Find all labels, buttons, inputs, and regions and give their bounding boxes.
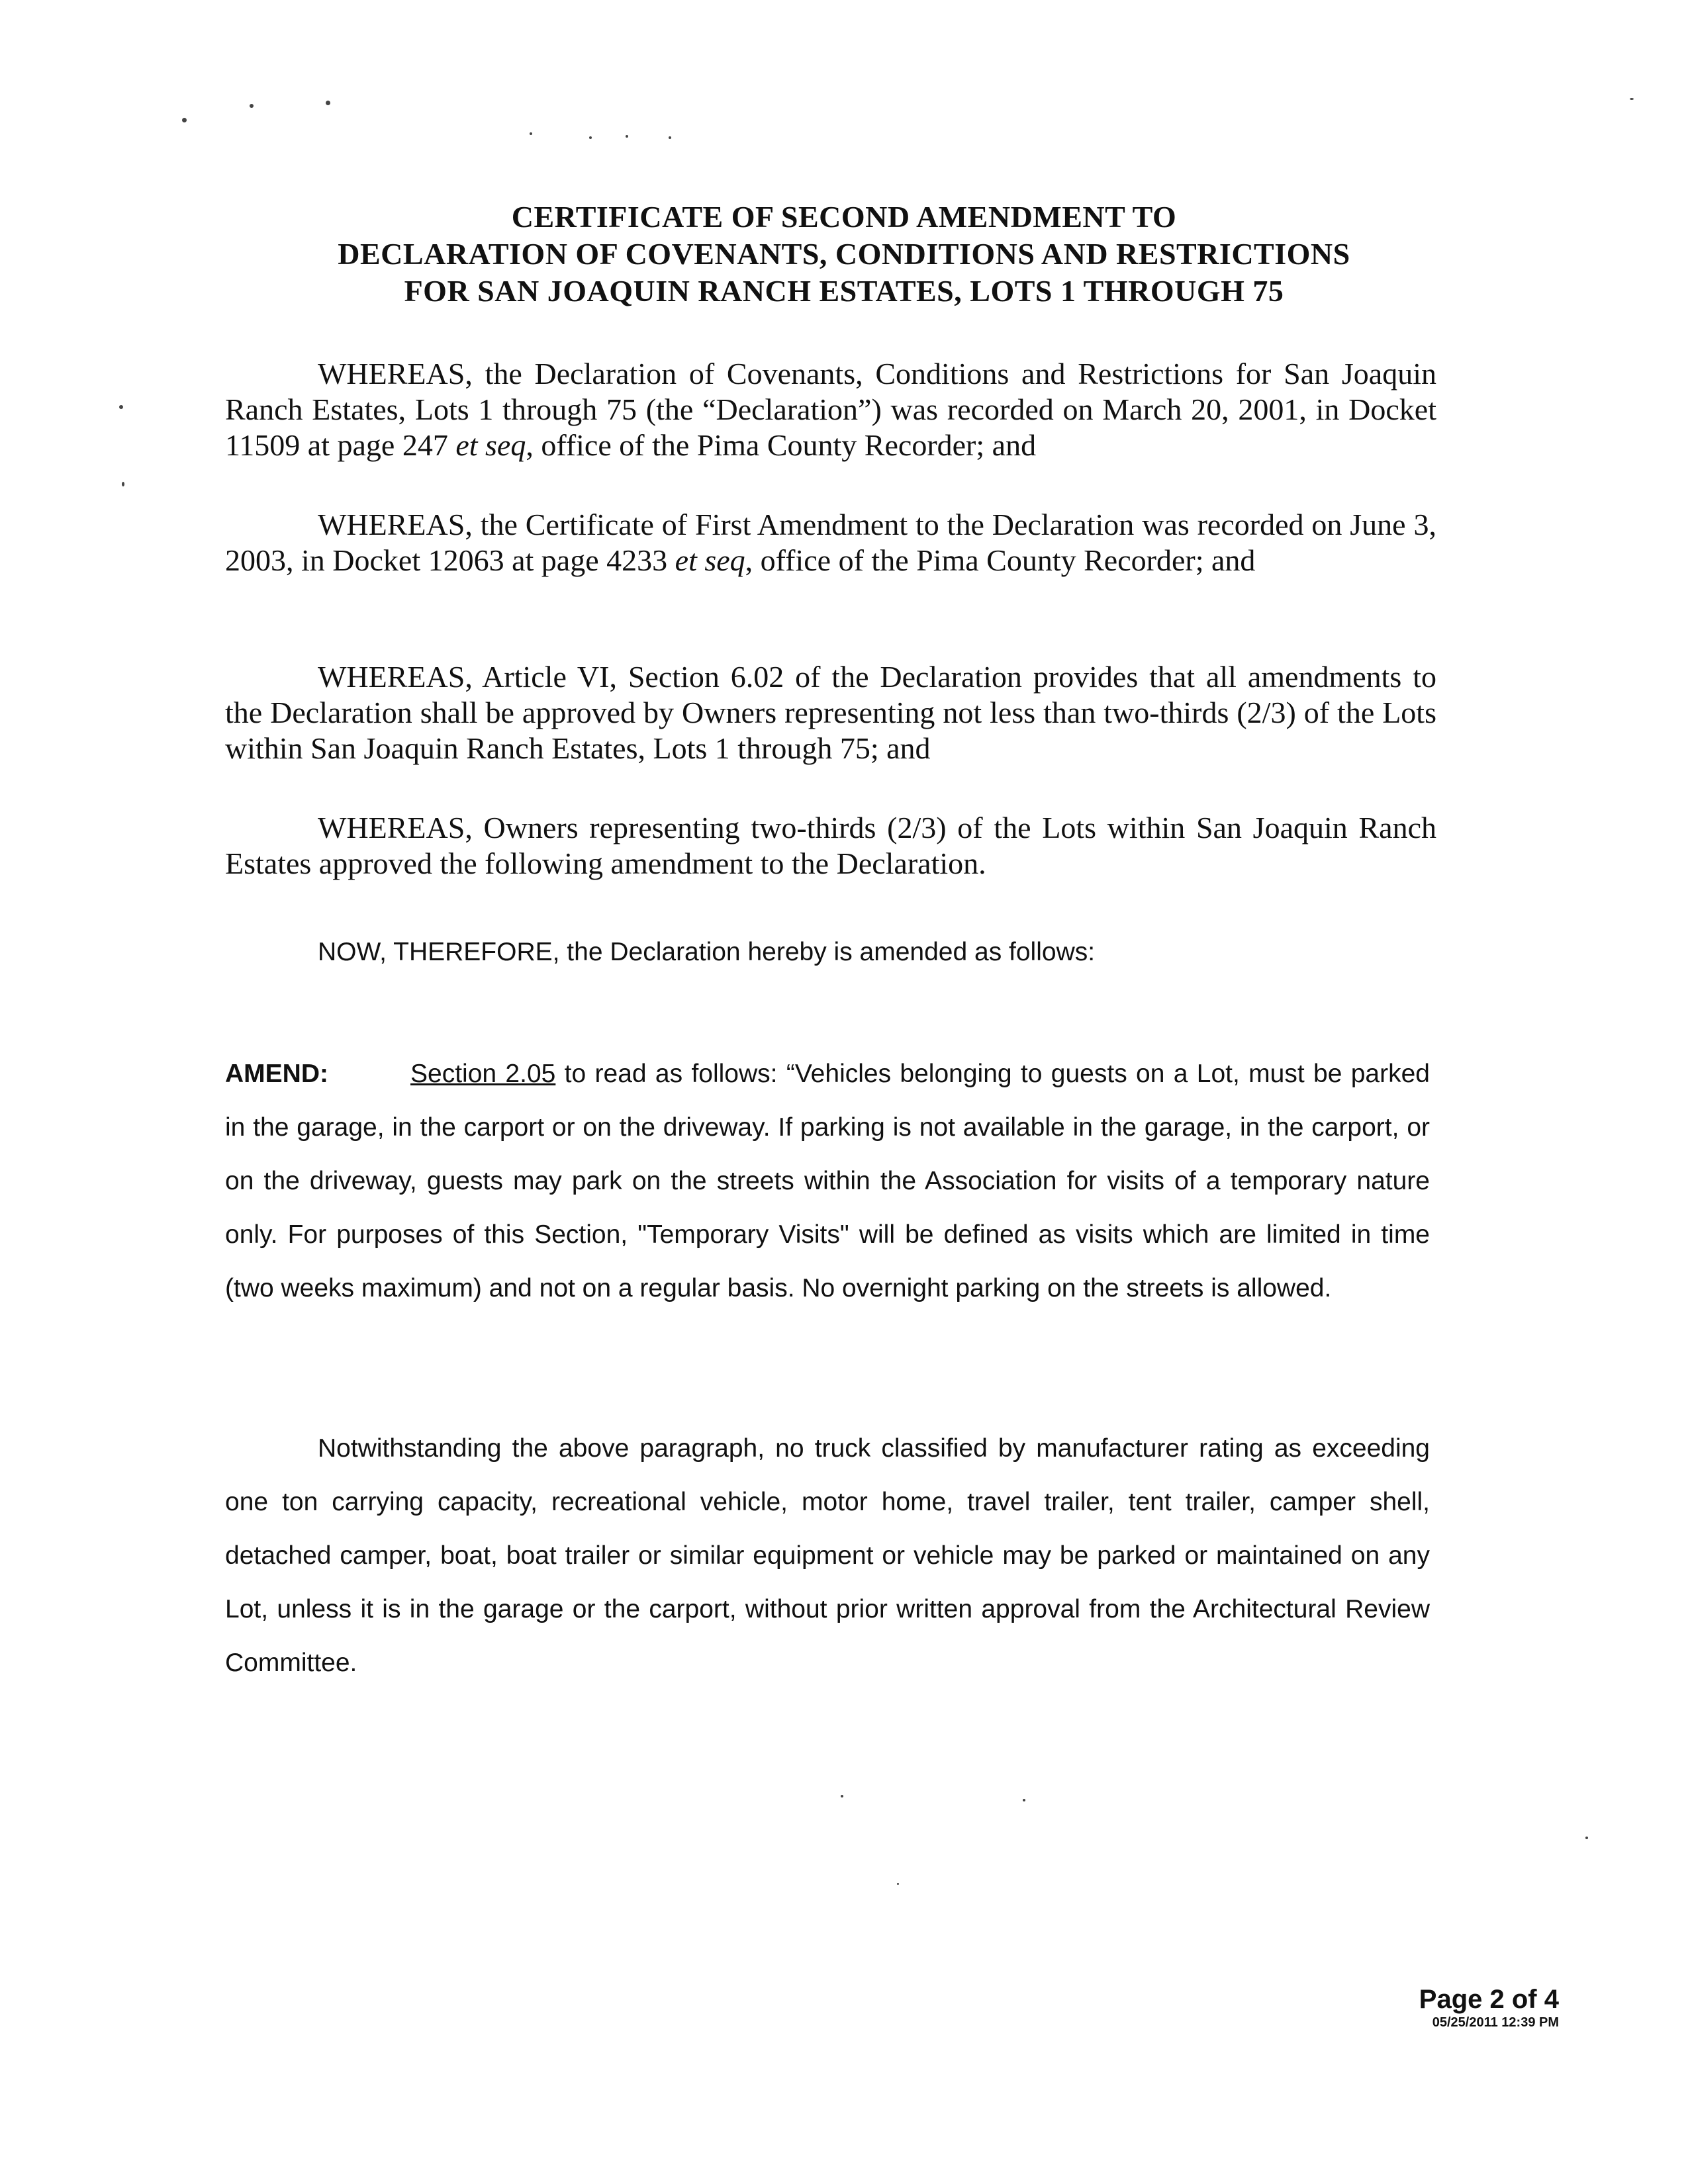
amend-paragraph xyxy=(225,1047,1430,1315)
whereas-1-et-seq: et seq xyxy=(455,428,526,462)
page-footer xyxy=(1419,1984,1559,2030)
scan-speck xyxy=(250,104,254,108)
scan-speck xyxy=(326,101,330,105)
whereas-2-text-end: , office of the Pima County Recorder; and xyxy=(745,543,1256,577)
scan-speck xyxy=(897,1883,899,1885)
scan-speck xyxy=(841,1795,843,1797)
title-line-3: FOR SAN JOAQUIN RANCH ESTATES, LOTS 1 THROUGH 75 xyxy=(404,274,1284,308)
notwithstanding-text: Notwithstanding the above paragraph, no truck classified by manufacturer rating as exceeding one ton carrying capacity, recreational vehicle, motor home, travel trailer, tent trailer, camper shell, detached camper, boat, boat trailer or similar equipment or vehicle may be parked or maintained on any Lot, unless it is in the garage or the carport, without prior written approval from the Architectural Review Committee. xyxy=(225,1434,1430,1677)
whereas-4-text: WHEREAS, Owners representing two-thirds (2/3) of the Lots within San Joaquin Ranch Estates approved the following amendment to the Declaration. xyxy=(225,811,1436,880)
now-therefore-paragraph xyxy=(225,934,1430,970)
document-title xyxy=(165,199,1523,310)
whereas-paragraph-2 xyxy=(225,507,1436,578)
whereas-1-text-end: , office of the Pima County Recorder; and xyxy=(526,428,1037,462)
scan-speck xyxy=(1630,98,1634,100)
whereas-paragraph-1 xyxy=(225,356,1436,463)
whereas-paragraph-4 xyxy=(225,810,1436,882)
title-line-1: CERTIFICATE OF SECOND AMENDMENT TO xyxy=(511,200,1177,234)
amend-section-reference: Section 2.05 xyxy=(410,1060,556,1088)
scan-speck xyxy=(530,132,532,135)
scan-speck xyxy=(182,118,187,122)
whereas-paragraph-3 xyxy=(225,659,1436,766)
scan-speck xyxy=(1585,1837,1588,1839)
scan-speck xyxy=(122,482,124,486)
print-timestamp: 05/25/2011 12:39 PM xyxy=(1432,2015,1559,2030)
whereas-3-text: WHEREAS, Article VI, Section 6.02 of the Declaration provides that all amendments to the Declaration shall be approved by Owners representing not less than two-thirds (2/3) of the Lots within San Joaquin Ranch Estates, Lots 1 through 75; and xyxy=(225,660,1436,765)
title-line-2: DECLARATION OF COVENANTS, CONDITIONS AND RESTRICTIONS xyxy=(338,237,1350,271)
whereas-2-et-seq: et seq xyxy=(675,543,745,577)
page-number: Page 2 of 4 xyxy=(1419,1985,1559,2014)
scan-speck xyxy=(589,136,592,139)
now-therefore-text: NOW, THEREFORE, the Declaration hereby is amended as follows: xyxy=(318,938,1096,966)
scan-speck xyxy=(669,136,671,139)
scan-speck xyxy=(626,135,628,138)
whereas-2-text: WHEREAS, the Certificate of First Amendment to the Declaration was recorded on June 3, 2003, in Docket 12063 at page 4233 xyxy=(225,508,1436,577)
notwithstanding-paragraph xyxy=(225,1422,1430,1690)
amend-label: AMEND: xyxy=(225,1060,328,1088)
scan-speck xyxy=(1023,1799,1025,1801)
scan-speck xyxy=(119,405,123,409)
amend-text: to read as follows: “Vehicles belonging to guests on a Lot, must be parked in the garage, in the carport or on the driveway. If parking is not available in the garage, in the carport, or on the driveway, guests may park on the streets within the Association for visits of a temporary nature only. For purposes of this Section, "Temporary Visits" will be defined as visits which are limited in time (two weeks maximum) and not on a regular basis. No overnight parking on the streets is allowed. xyxy=(225,1060,1430,1302)
whereas-1-text: WHEREAS, the Declaration of Covenants, Conditions and Restrictions for San Joaquin Ranch Estates, Lots 1 through 75 (the “Declaration”) was recorded on March 20, 2001, in Docket 11509 at page 247 xyxy=(225,357,1436,462)
